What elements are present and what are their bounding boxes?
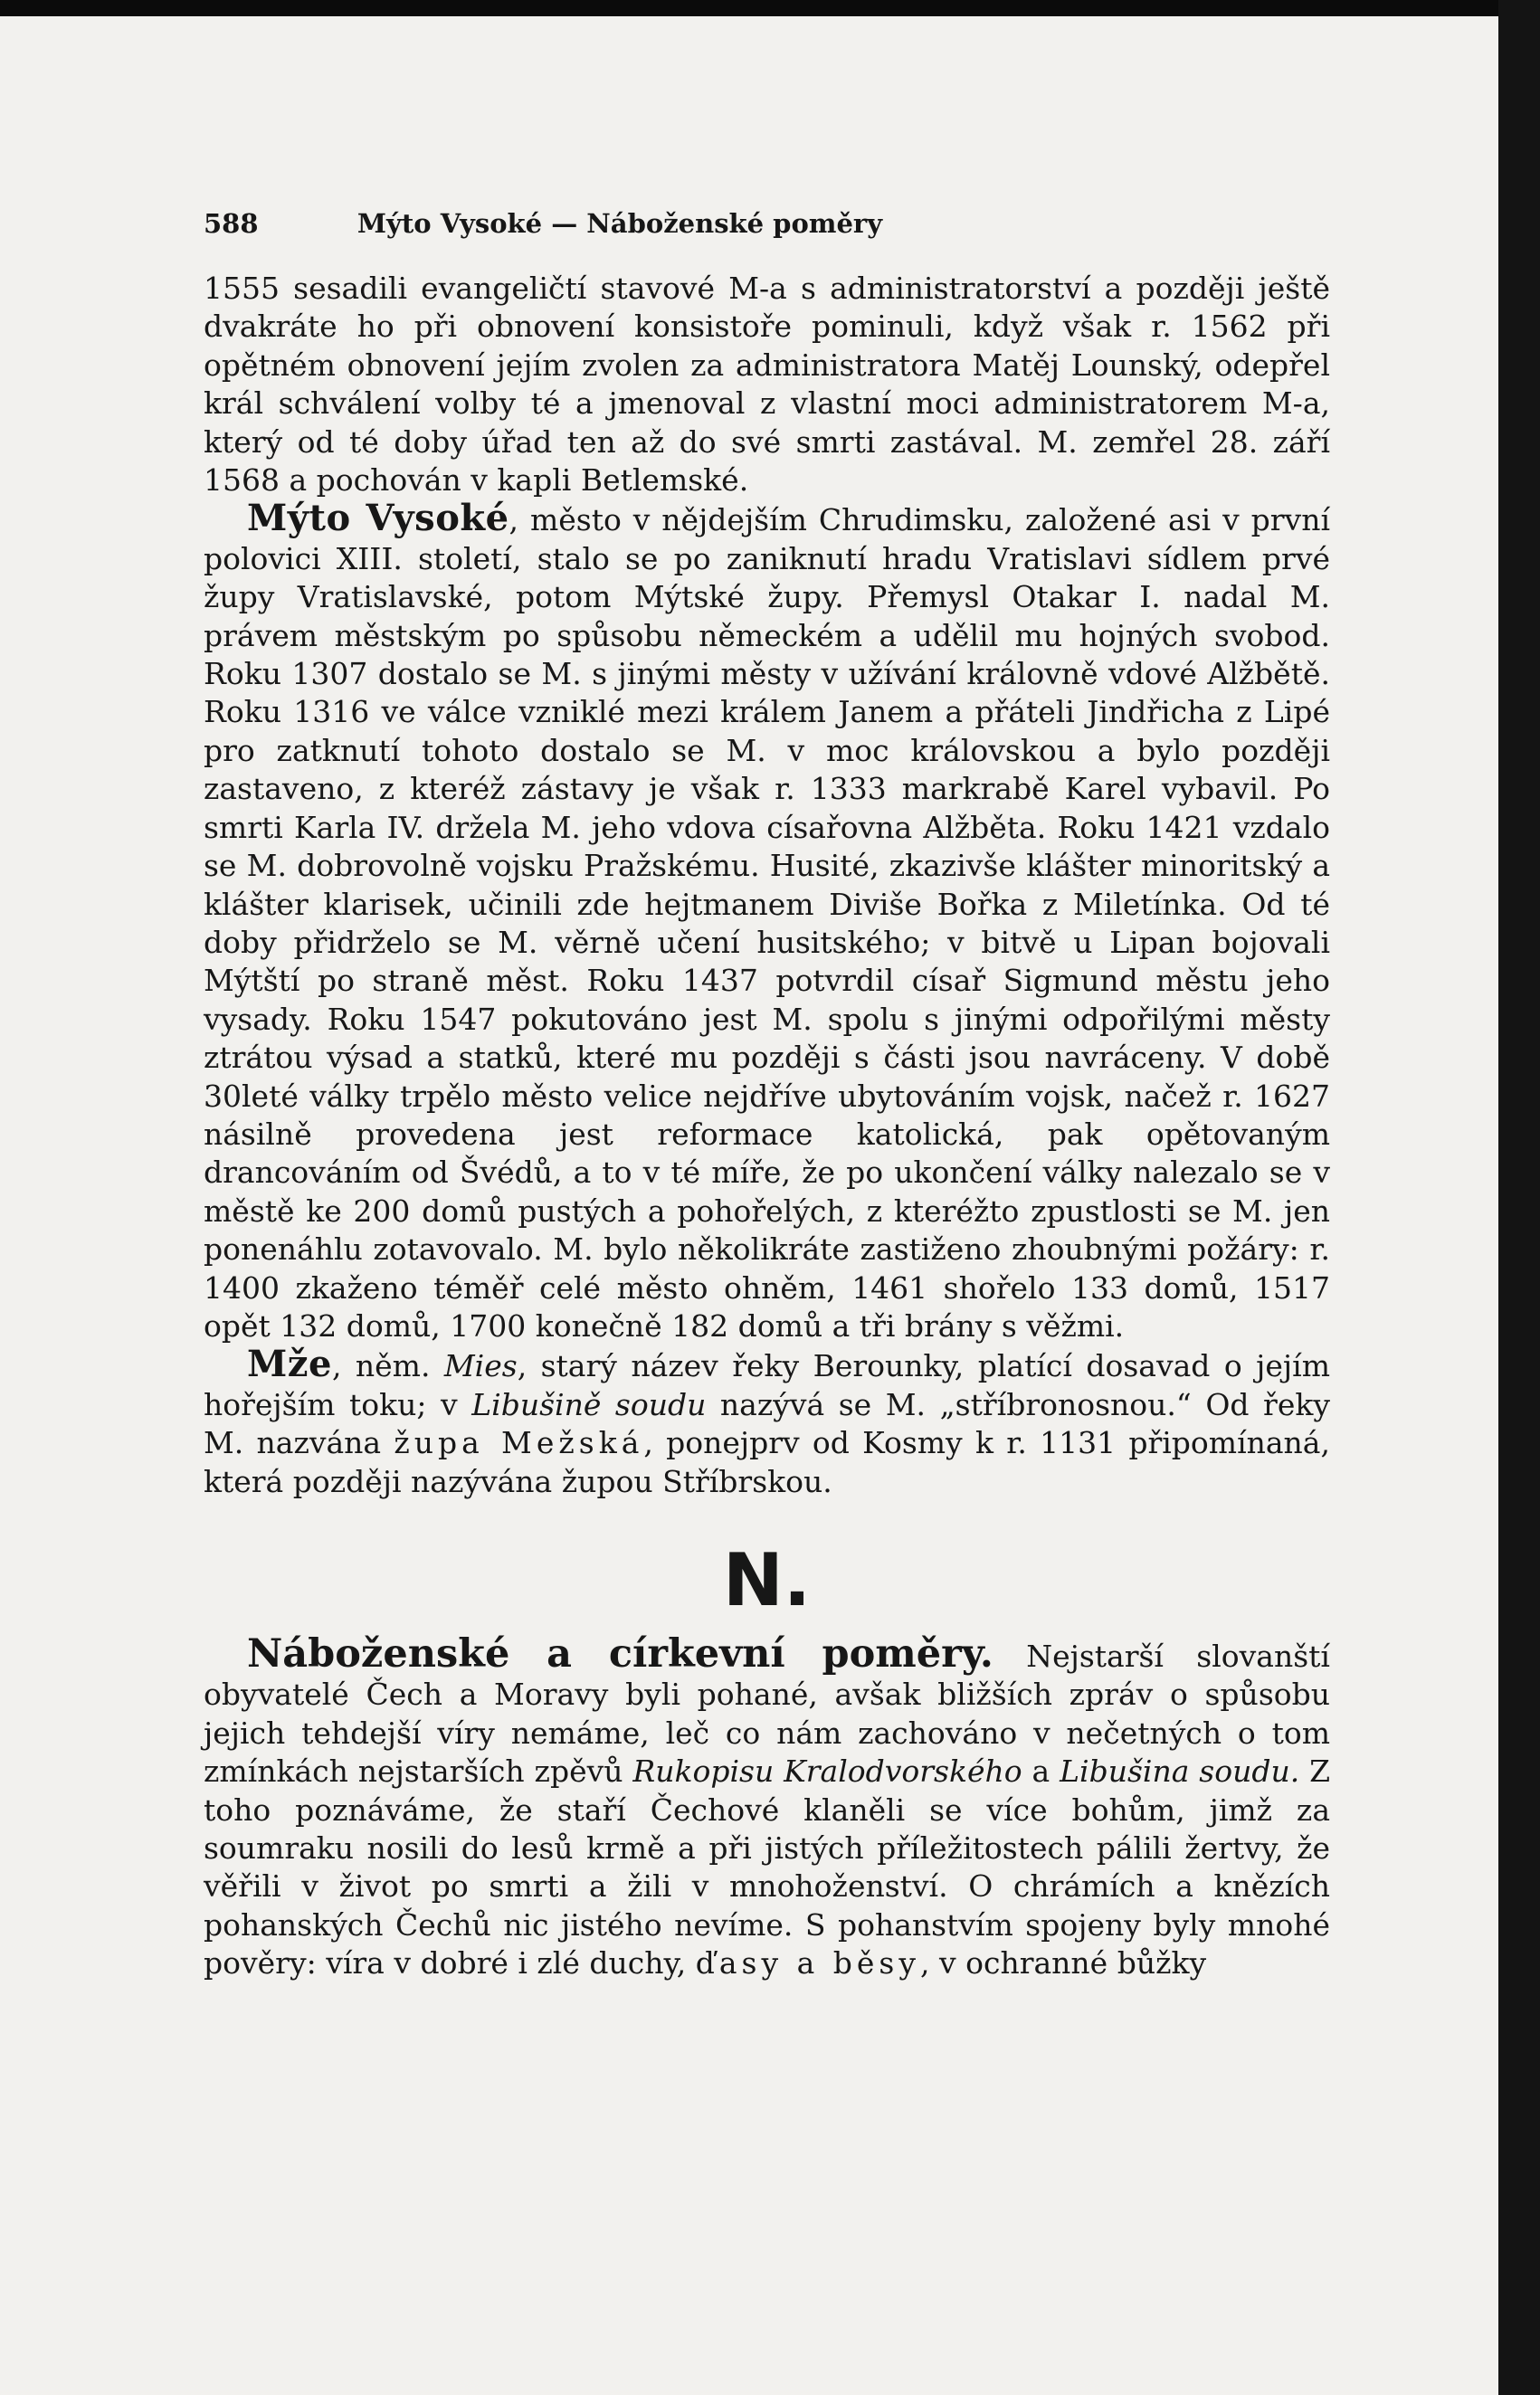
running-header bbox=[204, 208, 1036, 248]
scan-border-right bbox=[1498, 0, 1540, 2395]
entry-3-italic1: Mies bbox=[443, 1348, 518, 1384]
entry-myto-continuation bbox=[204, 270, 1330, 499]
entry-2-text: , město v nějdejším Chrudimsku, založené asi v první polovici XIII. století, stalo se po zaniknutí hradu Vratislavi sídlem prvé župy Vratislavské, potom Mýtské župy. Přemysl Otakar I. nadal M. právem městským po spůsobu německém a udělil mu hojných svobod. Roku 1307 dostalo se M. s jinými městy v užívání královně vdové Alžbětě. Roku 1316 ve válce vzniklé mezi králem Janem a přáteli Jindřicha z Lipé pro zatknutí tohoto dostalo se M. v moc královskou a bylo později zastaveno, z kteréž zástavy je však r. 1333 markrabě Karel vybavil. Po smrti Karla IV. držela M. jeho vdova císařovna Alžběta. Roku 1421 vzdalo se M. dobrovolně vojsku Pražskému. Husité, zkazivše klášter minoritský a klášter klarisek, učinili zde hejtmanem Diviše Bořka z Miletínka. Od té doby přidrželo se M. věrně učení husitského; v bitvě u Lipan bojovali Mýtští po straně měst. Roku 1437 potvrdil císař Sigmund městu jeho vysady. Roku 1547 pokutováno jest M. spolu s jinými odpořilými městy ztrátou výsad a statků, které mu později s části jsou navráceny. V době 30leté války trpělo město velice nejdříve ubytováním vojsk, načež r. 1627 násilně provedena jest reformace katolická, pak opětovaným drancováním od Švédů, a to v té míře, že po ukončení války nalezalo se v městě ke 200 domů pustých a pohořelých, z kteréžto zpustlosti se M. jen ponenáhlu zotavovalo. M. bylo několikráte zastiženo zhoubnými požáry: r. 1400 zkaženo téměř celé město ohněm, 1461 shořelo 133 domů, 1517 opět 132 domů, 1700 konečně 182 domů a tři brány s věžmi. bbox=[204, 502, 1330, 1344]
entry-3-part4: , ponejprv od Kosmy k r. 1131 připomínaná, která později nazývána župou Stříbrskou. bbox=[204, 1425, 1330, 1499]
entry-3-headword: Mže bbox=[247, 1343, 332, 1386]
body-text bbox=[204, 270, 1330, 1983]
entry-4-part3: Z toho poznáváme, že staří Čechové klaněli se více bohům, jimž za soumraku nosili do lesů krmě a při jistých příležitostech pálili žertvy, že věřili v život po smrti a žili v mnohoženství. O chrámích a knězích pohanských Čechů nic jistého nevíme. S pohanstvím spojeny byly mnohé pověry: víra v dobré i zlé duchy, bbox=[204, 1753, 1331, 1982]
entry-4-headword: Náboženské a církevní poměry. bbox=[247, 1631, 993, 1677]
entry-4-spaced: ďasy a běsy bbox=[695, 1945, 920, 1982]
scan-border-top bbox=[0, 0, 1540, 16]
entry-4-part2: a bbox=[1022, 1753, 1060, 1790]
entry-3-part2: , starý název řeky Berounky, platící dosavad o jejím hořejším toku; v bbox=[204, 1348, 1330, 1422]
entry-4-part4: , v ochranné bůžky bbox=[920, 1945, 1207, 1982]
entry-3-spaced: župa Mežská bbox=[394, 1425, 644, 1461]
entry-1-text: 1555 sesadili evangeličtí stavové M-a s administratorství a později ještě dvakráte ho při obnovení konsistoře pominuli, když však r. 1562 při opětném obnovení jejím zvolen za administratora Matěj Lounský, odepřel král schválení volby té a jmenoval z vlastní moci administratorem M-a, který od té doby úřad ten až do své smrti zastával. M. zemřel 28. září 1568 a pochován v kapli Betlemské. bbox=[204, 271, 1330, 499]
entry-2-headword: Mýto Vysoké bbox=[247, 497, 509, 540]
entry-nabozenske-pomery bbox=[204, 1631, 1331, 1983]
page-number: 588 bbox=[204, 208, 259, 239]
entry-3-part3: nazývá se M. „stříbronosnou.“ Od řeky M. nazvána bbox=[204, 1386, 1330, 1461]
running-title: Mýto Vysoké — Náboženské poměry bbox=[356, 208, 883, 239]
book-page bbox=[0, 16, 1498, 2395]
entry-myto-vysoke bbox=[204, 499, 1330, 1345]
section-letter: N. bbox=[722, 1538, 812, 1622]
entry-3-part1: , něm. bbox=[331, 1348, 444, 1384]
entry-3-italic2: Libušině soudu bbox=[471, 1386, 707, 1422]
entry-4-part1: Nejstarší slovanští obyvatelé Čech a Moravy byli pohané, avšak bližších zpráv o spůsobu jejich tehdejší víry nemáme, leč co nám zachováno v nečetných o tom zmínkách nejstarších zpěvů bbox=[204, 1639, 1330, 1790]
entry-4-italic1: Rukopisu Kralodvorského bbox=[632, 1753, 1022, 1790]
entry-4-italic2: Libušina soudu. bbox=[1060, 1753, 1300, 1790]
entry-mze bbox=[204, 1345, 1330, 1501]
